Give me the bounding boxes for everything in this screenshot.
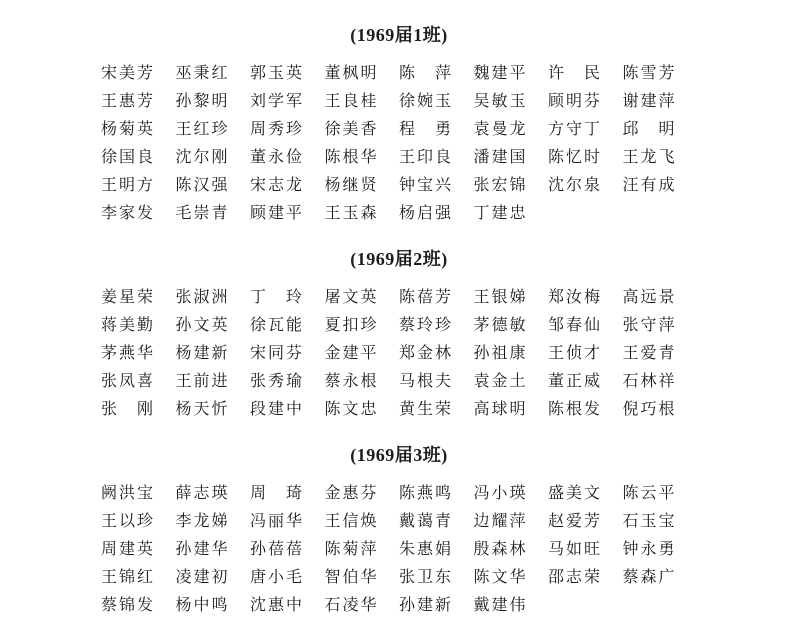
person-name: 袁金土 (473, 373, 528, 390)
person-name: 金建平 (324, 345, 379, 362)
person-name: 陈汉强 (175, 177, 230, 194)
person-name: 唐小毛 (250, 569, 305, 586)
person-name: 李家发 (101, 205, 156, 222)
person-name: 杨继贤 (324, 177, 379, 194)
person-name: 段建中 (250, 401, 305, 418)
person-name: 魏建平 (473, 65, 528, 82)
person-name: 石林祥 (622, 373, 677, 390)
person-name: 方守丁 (548, 121, 603, 138)
person-name: 茅德敏 (473, 317, 528, 334)
person-name: 王明方 (101, 177, 156, 194)
person-name: 张淑洲 (175, 289, 230, 306)
person-name: 王银娣 (473, 289, 528, 306)
person-name: 盛美文 (548, 485, 603, 502)
person-name: 邹春仙 (548, 317, 603, 334)
person-name: 张 刚 (101, 401, 156, 418)
person-name: 陈雪芳 (622, 65, 677, 82)
person-name: 戴蔼青 (399, 513, 454, 530)
person-name: 殷森林 (473, 541, 528, 558)
person-name: 马根夫 (399, 373, 454, 390)
section-title: (1969届1班) (350, 25, 448, 45)
name-row (101, 312, 697, 340)
person-name: 王红珍 (175, 121, 230, 138)
person-name: 茅燕华 (101, 345, 156, 362)
person-name: 马如旺 (548, 541, 603, 558)
person-name: 邵志荣 (548, 569, 603, 586)
name-rows (101, 60, 697, 228)
person-name: 王信焕 (324, 513, 379, 530)
person-name: 王前进 (175, 373, 230, 390)
person-name: 宋志龙 (250, 177, 305, 194)
person-name: 张宏锦 (473, 177, 528, 194)
person-name: 刘学军 (250, 93, 305, 110)
class-section (101, 246, 697, 424)
person-name: 董枫明 (324, 65, 379, 82)
person-name: 周秀珍 (250, 121, 305, 138)
person-name: 王龙飞 (622, 149, 677, 166)
person-name: 倪巧根 (622, 401, 677, 418)
person-name: 毛崇青 (175, 205, 230, 222)
person-name: 董正威 (548, 373, 603, 390)
name-row (101, 592, 697, 620)
person-name: 沈惠中 (250, 597, 305, 614)
person-name: 蔡玲珍 (399, 317, 454, 334)
person-name: 钟永勇 (622, 541, 677, 558)
name-rows (101, 480, 697, 620)
person-name: 孙建新 (399, 597, 454, 614)
person-name: 沈尔泉 (548, 177, 603, 194)
person-name: 孙建华 (175, 541, 230, 558)
person-name: 王印良 (399, 149, 454, 166)
person-name: 杨天忻 (175, 401, 230, 418)
person-name: 陈蓓芳 (399, 289, 454, 306)
person-name: 陈燕鸣 (399, 485, 454, 502)
person-name: 蔡锦发 (101, 597, 156, 614)
person-name: 谢建萍 (622, 93, 677, 110)
person-name: 杨中鸣 (175, 597, 230, 614)
person-name: 汪有成 (622, 177, 677, 194)
name-row (101, 340, 697, 368)
name-row (101, 172, 697, 200)
name-row (101, 200, 697, 228)
person-name: 李龙娣 (175, 513, 230, 530)
person-name: 屠文英 (324, 289, 379, 306)
person-name: 周建英 (101, 541, 156, 558)
person-name: 巫秉红 (175, 65, 230, 82)
person-name: 孙黎明 (175, 93, 230, 110)
name-row (101, 508, 697, 536)
person-name: 孙蓓蓓 (250, 541, 305, 558)
person-name: 陈忆时 (548, 149, 603, 166)
person-name: 陈菊萍 (324, 541, 379, 558)
person-name: 冯丽华 (250, 513, 305, 530)
person-name: 蔡森广 (622, 569, 677, 586)
person-name: 高球明 (473, 401, 528, 418)
person-name: 程 勇 (399, 121, 454, 138)
person-name: 周 琦 (250, 485, 305, 502)
person-name: 阙洪宝 (101, 485, 156, 502)
person-name: 张卫东 (399, 569, 454, 586)
person-name: 董永俭 (250, 149, 305, 166)
person-name: 邱 明 (622, 121, 677, 138)
person-name: 丁建忠 (473, 205, 528, 222)
person-name: 王侦才 (548, 345, 603, 362)
name-row (101, 60, 697, 88)
person-name: 夏扣珍 (324, 317, 379, 334)
person-name: 智伯华 (324, 569, 379, 586)
person-name: 徐美香 (324, 121, 379, 138)
person-name: 潘建国 (473, 149, 528, 166)
person-name: 钟宝兴 (399, 177, 454, 194)
name-row (101, 116, 697, 144)
person-name: 王玉森 (324, 205, 379, 222)
person-name: 王以珍 (101, 513, 156, 530)
section-title: (1969届2班) (350, 249, 448, 269)
name-rows (101, 284, 697, 424)
person-name: 张凤喜 (101, 373, 156, 390)
person-name: 陈根华 (324, 149, 379, 166)
roster-content (101, 22, 697, 620)
class-section (101, 22, 697, 228)
person-name: 沈尔刚 (175, 149, 230, 166)
person-name: 王惠芳 (101, 93, 156, 110)
name-row (101, 396, 697, 424)
person-name: 杨菊英 (101, 121, 156, 138)
person-name: 丁 玲 (250, 289, 305, 306)
name-row (101, 368, 697, 396)
person-name: 袁曼龙 (473, 121, 528, 138)
name-row (101, 284, 697, 312)
person-name: 高远景 (622, 289, 677, 306)
person-name: 蔡永根 (324, 373, 379, 390)
person-name: 孙文英 (175, 317, 230, 334)
person-name: 徐国良 (101, 149, 156, 166)
person-name: 顾明芬 (548, 93, 603, 110)
person-name: 徐婉玉 (399, 93, 454, 110)
person-name: 金惠芬 (324, 485, 379, 502)
person-name: 宋美芳 (101, 65, 156, 82)
person-name: 郑金林 (399, 345, 454, 362)
person-name: 赵爱芳 (548, 513, 603, 530)
name-row (101, 144, 697, 172)
class-section (101, 442, 697, 620)
section-title: (1969届3班) (350, 445, 448, 465)
person-name: 郭玉英 (250, 65, 305, 82)
person-name: 陈根发 (548, 401, 603, 418)
person-name: 黄生荣 (399, 401, 454, 418)
name-row (101, 564, 697, 592)
person-name: 宋同芬 (250, 345, 305, 362)
person-name: 陈 萍 (399, 65, 454, 82)
person-name: 凌建初 (175, 569, 230, 586)
person-name: 顾建平 (250, 205, 305, 222)
name-row (101, 536, 697, 564)
name-row (101, 480, 697, 508)
person-name: 陈文华 (473, 569, 528, 586)
person-name: 孙祖康 (473, 345, 528, 362)
person-name: 冯小瑛 (473, 485, 528, 502)
person-name: 许 民 (548, 65, 603, 82)
person-name: 王良桂 (324, 93, 379, 110)
person-name: 王爱青 (622, 345, 677, 362)
person-name: 朱惠娟 (399, 541, 454, 558)
person-name: 张守萍 (622, 317, 677, 334)
person-name: 吴敏玉 (473, 93, 528, 110)
person-name: 徐瓦能 (250, 317, 305, 334)
person-name: 郑汝梅 (548, 289, 603, 306)
person-name: 王锦红 (101, 569, 156, 586)
person-name: 薛志瑛 (175, 485, 230, 502)
person-name: 杨启强 (399, 205, 454, 222)
person-name: 姜星荣 (101, 289, 156, 306)
person-name: 杨建新 (175, 345, 230, 362)
person-name: 蒋美勤 (101, 317, 156, 334)
person-name: 石凌华 (324, 597, 379, 614)
person-name: 张秀瑜 (250, 373, 305, 390)
person-name: 石玉宝 (622, 513, 677, 530)
name-row (101, 88, 697, 116)
person-name: 戴建伟 (473, 597, 528, 614)
person-name: 陈文忠 (324, 401, 379, 418)
person-name: 陈云平 (622, 485, 677, 502)
person-name: 边耀萍 (473, 513, 528, 530)
